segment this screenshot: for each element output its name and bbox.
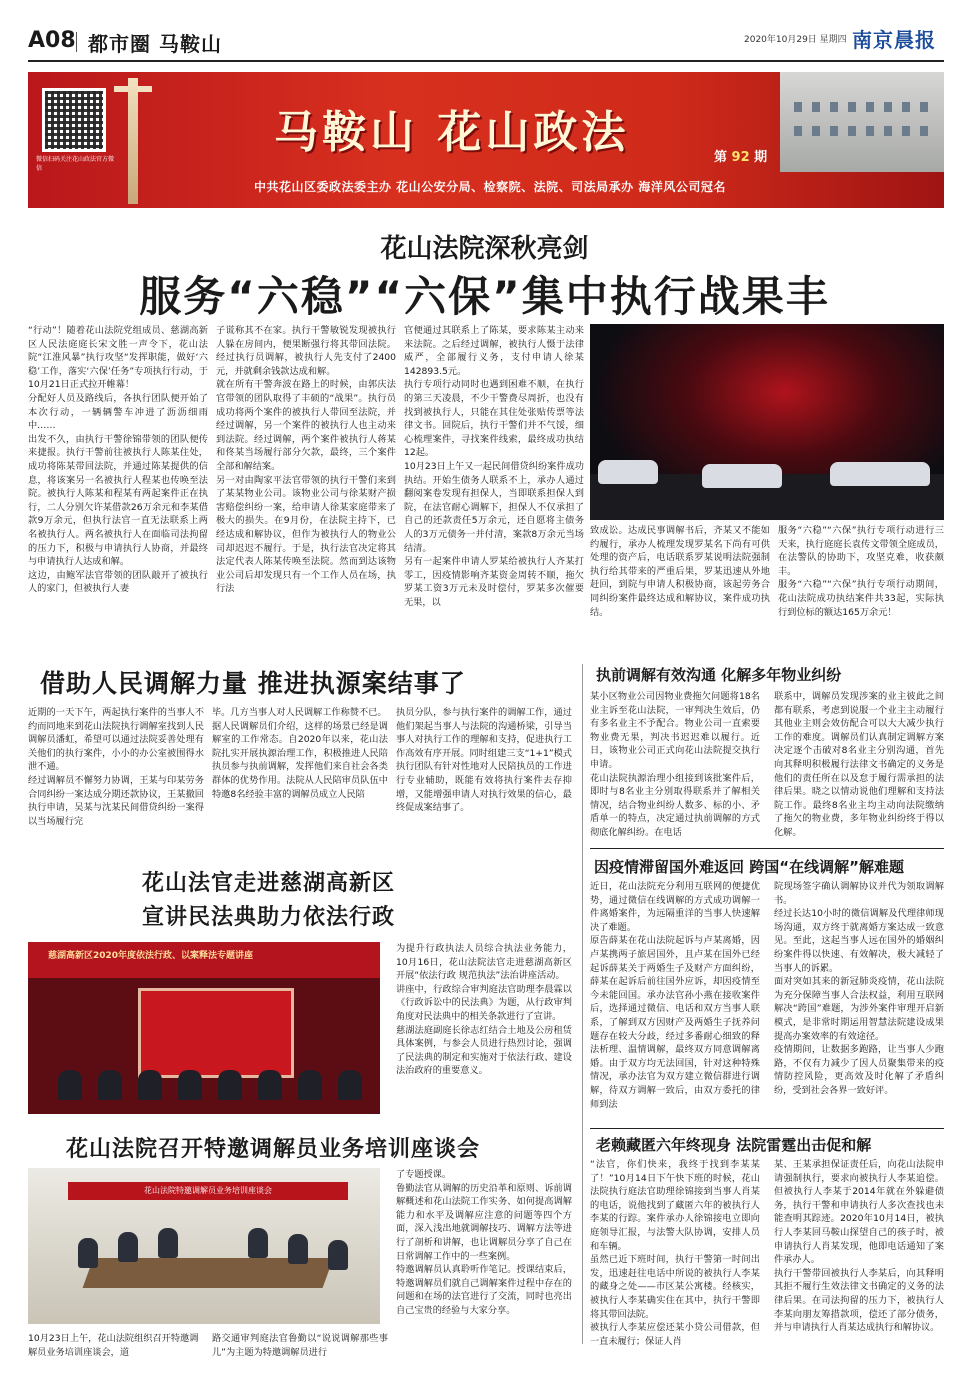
court-building-image: [780, 72, 944, 172]
header-divider: [76, 32, 77, 52]
property-column-2: 联系中，调解员发现涉案的业主彼此之间都有联系，考虑到说服一个业主主动履行其他业主则会效仿配合可以大大减少执行工作的难度。调解员们认真制定调解方案决定逐个击破对8名业主分别沟通，首先向其释明积极履行法律文书确定的义务是他们的责任所在以及怠于履行需承担的法律后果。晓之以情动说他们理解和支持法院工作。最终8名业主均主动向法院缴纳了拖欠的物业费，多年物业纠纷终于得以化解。: [774, 691, 944, 838]
training-column-2: 了专题授课。 鲁勤法官从调解的历史沿革和原则、诉前调解概述和花山法院工作实务、如何提高调解能力和水平及调解应注意的问题等四个方面，深入浅出地就调解技巧、调解方法等进行了剖析和讲解，也让调解员分享了自己在日常调解工作中的一些案例。 特邀调解员认真聆听作笔记。授课结束后，特邀调解员们就自己调解案件过程中存在的问题和在场的法官进行了交流，同时也亮出自己宝贵的经验与大家分享。: [396, 1169, 572, 1316]
training-photo: [28, 1168, 380, 1324]
mediation-column-2: 毕。几方当事人对人民调解工作称赞不已。 据人民调解员们介绍，这样的场景已经是调解室的工作常态。自2020年以来，花山法院扎实开展执源治理工作，积极推进人民陪执员参与执前调解，发挥他们来自社会各类群体的优势作用。法院从人民陪审员队伍中特邀8名经验丰富的调解员成立人民陪: [212, 707, 388, 800]
epidemic-column-2: 院现场签字确认调解协议并代为领取调解书。 经过长达10小时的微信调解及代理律师现场沟通，双方终于就离婚方案达成一致意见。至此，这起当事人远在国外的婚姻纠纷案件得以快速、有效解决，极大减轻了当事人的诉累。 面对突如其来的新冠肺炎疫情，花山法院为充分保障当事人合法权益，利用互联网解决“跨国”难题，为涉外案件审理开启新模式，是非常时期运用智慧法院建设成果提高办案效率的有效途径。 疫情期间，让数据多跑路，让当事人少跑路，不仅有力减少了因人员聚集带来的疫情防控风险，更高效及时化解了矛盾纠纷，受到社会各界一致好评。: [774, 881, 944, 1096]
section-rule: [590, 848, 944, 849]
lecture-photo-banner: 慈湖高新区2020年度依法行政、以案释法专题讲座: [48, 951, 254, 961]
issue-date: 2020年10月29日 星期四: [744, 35, 847, 45]
lead-column-3: 官便通过其联系上了陈某，要求陈某主动来来法院。之后经过调解，被执行人慑于法律威严，全部履行义务，支付申请人徐某142893.5元。 执行专项行动同时也遇到困难不顺，在执行的第三天凌晨，不少干警费尽周折，也没有找到被执行人，只能在其住处张贴传票等法律文书。回院后，执行干警们并不气馁，细心梳理案件，寻找案件线索，最终成功执结12起。 10月23日上午又一起民间借贷纠纷案件成功执结。开始生债务人联系不上，承办人通过翻阅案卷发现有担保人，当即联系担保人到院，在法官耐心调解下，担保人不仅承担了自己的还款责任5万余元，还自愿将主债务人的3万元债务一并付清，案款8万余元当场结清。 另有一起案件申请人罗某给被执行人齐某打零工，因疫情影响齐某资金周转不顺，拖欠罗某工资3万元未及时偿付，罗某多次催要无果，以: [404, 325, 584, 608]
issue-number: 第 92 期: [714, 150, 768, 165]
mediation-headline: 借助人民调解力量 推进执源案结事了: [40, 669, 466, 698]
column-banner: [28, 72, 944, 208]
lecture-headline-line2: 宣讲民法典助力依法行政: [142, 905, 396, 930]
newspaper-logo: 南京晨报: [852, 28, 936, 52]
section-name: 都市圈 马鞍山: [88, 32, 222, 56]
lecture-body: 为提升行政执法人员综合执法业务能力，10月16日，花山法院法官走进慈湖高新区开展“依法行政 规范执法”法治讲座活动。 讲座中，行政综合审判庭法官助理李晨霖以《行政诉讼中的民法典》为题，从行政审判角度对民法典中的相关条款进行了宣讲。 慈湖法庭副庭长徐志红结合土地及公房租赁具体案例，与参会人员进行热烈讨论，强调了民法典的制定和实施对于依法行政、建设法治政府的重要意义。: [396, 943, 572, 1077]
training-column-1: 路交通审判庭法官鲁勤以“说说调解那些事儿”为主题为特邀调解员进行: [212, 1333, 388, 1358]
sixyears-headline: 老赖藏匿六年终现身 法院雷霆出击促和解: [596, 1136, 872, 1154]
mediation-column-3: 执员分队，参与执行案件的调解工作，通过他们架起当事人与法院的沟通桥梁，引导当事人对执行工作的理解和支持，促进执行工作高效有序开展。同时组建三支“1+1”模式执行团队有针对性地对人民陪执员的工作进行专业辅助，既能有效将执行案件去存抑增，又能增强申请人对执行效果的信心，最终促成案结事了。: [396, 707, 572, 814]
section-rule: [590, 1128, 944, 1129]
column-divider: [582, 664, 583, 1344]
lead-column-2: 子谎称其不在家。执行干警敏锐发现被执行人躲在房间内，便果断强行将其带回法院。经过执行员调解，被执行人先支付了2400元，并就剩余钱款达成和解。 就在所有干警奔波在路上的时候，由郭庆法官带领的团队取得了丰硕的“战果”。执行员成功将两个案件的被执行人带回至法院，并经过调解，另一个案件的被执行人也主动来到法院。经过调解，两个案件被执行人蒋某和佟某当场履行部分欠款，最终，三个案件全部和解结案。 另一对由陶家平法官带领的执行干警们来到了某某物业公司。该物业公司与徐某财产损害赔偿纠纷一案，给申请人徐某家庭带来了极大的损失。在9月份，在法院主持下，已经达成和解协议，但作为被执行人的物业公司却迟迟不履行。于是，执行法官决定将其法定代表人陈某传唤至法院。然而到达该物业公司后却发现只有一个工作人员在场，执行法: [216, 325, 396, 595]
page-number: A08: [28, 28, 76, 53]
mediation-column-1: 近期的一天下午，两起执行案件的当事人不约而同地来到花山法院执行调解室找到人民调解员潘虹，希望可以通过法院妥善处理有关他们的执行案件，小小的办公室被围得水泄不通。 经过调解员不懈努力协调，王某与印某劳务合同纠纷一案达成分期还款协议，王某撤回执行申请，吴某与沈某民间借贷纠纷一案得以当场履行完: [28, 707, 204, 827]
night-operation-photo: [590, 324, 944, 520]
lead-headline: 服务“六稳”“六保”集中执行战果丰: [139, 272, 830, 321]
property-headline: 执前调解有效沟通 化解多年物业纠纷: [596, 666, 842, 684]
sixyears-column-2: 某、王某承担保证责任后，向花山法院申请强制执行，要求向被执行人李某追偿。但被执行人李某于2014年就在外躲避债务，执行干警和申请执行人多次查找也未能查明其踪迹。2020年10月14日，被执行人李某回马鞍山探望自己的孩子时，被申请执行人肖某发现，他即电话通知了案件承办人。 执行干警带回被执行人李某后，向其释明其拒不履行生效法律文书确定的义务的法律后果。在司法拘留的压力下，被执行人李某向朋友筹措款项，偿还了部分债务，并与申请执行人肖某达成执行和解协议。: [774, 1159, 944, 1334]
sixyears-column-1: “法官，你们快来，我终于找到李某某了！”10月14日下午快下班的时候，花山法院执行庭法官助理徐锦接到当事人肖某的电话，说他找到了藏匿六年的被执行人李某的行踪。案件承办人徐锦接电立即向庭领导汇报，与法警大队协调，安排人员和车辆。 虽然已近下班时间，执行干警第一时间出发，迅速赶往电话中所说的被执行人李某的藏身之处——市区某公寓楼。经核实，被执行人李某确实住在其中，执行干警即将其带回法院。 被执行人李某应偿还某小贷公司借款，但一直未履行；保证人肖: [590, 1159, 760, 1347]
lead-column-4: 致成讼。达成民事调解书后，齐某又不能如约履行，承办人梳理发现罗某名下尚有可供处理的资产后，电话联系罗某说明法院强制执行给其带来的严重后果，罗某迅速从外地赶回，到院与申请人积极协商，该起劳务合同纠纷案件最终达成和解协议，案件成功执结。: [590, 525, 770, 618]
epidemic-column-1: 近日，花山法院充分利用互联网的便捷优势，通过微信在线调解的方式成功调解一件离婚案件，为远隔重洋的当事人快速解决了难题。 原告薛某在花山法院起诉与卢某离婚，因卢某携两子旅居国外，且卢某在国外已经起诉薛某关于两婚生子及财产方面纠纷，薛某在起诉后前往国外应诉，却因疫情至今未能回国。承办法官孙小燕在接收案件后，选择通过微信、电话和双方当事人联系，了解到双方因财产及两婚生子抚养问题存在较大分歧，经过多番耐心细致的释法析理、温情调解，最终双方同意调解离婚。由于双方均无法回国，针对这种特殊情况，承办法官为双方建立微信群进行调解，待双方调解一致后，由双方委托的律师到法: [590, 881, 760, 1110]
lead-subtitle: 花山法院深秋亮剑: [380, 234, 589, 264]
epidemic-headline: 因疫情滞留国外难返回 跨国“在线调解”解难题: [594, 858, 904, 876]
qr-caption: 微信扫码关注花山政法官方微信: [36, 156, 115, 172]
banner-title: 马鞍山 花山政法: [274, 107, 630, 158]
lead-column-5: 服务“六稳”“六保”执行专项行动进行三天来，执行庭庭长袁传文带领全庭成员，在法警队的协助下，攻坚克难，收获颇丰。 服务“六稳”“六保”执行专项行动期间，花山法院成功执结案件共33起，实际执行到位标的额达165万余元！: [778, 525, 944, 618]
lecture-headline-line1: 花山法官走进慈湖高新区: [142, 871, 396, 896]
header-rule: [28, 60, 944, 62]
training-caption: 10月23日上午，花山法院组织召开特邀调解员业务培训座谈会，道: [28, 1333, 199, 1358]
lecture-photo: [28, 942, 380, 1114]
sponsor-line: 中共花山区委政法委主办 花山公安分局、检察院、法院、司法局承办 海洋风公司冠名: [254, 180, 726, 194]
property-column-1: 某小区物业公司因物业费拖欠问题将18名业主诉至花山法院，一审判决生效后，仍有多名业主不予配合。物业公司一直索要物业费无果，判决书迟迟难以履行。近日，该物业公司正式向花山法院提交执行申请。 花山法院执源治理小组接到该批案件后，即时与8名业主分别取得联系并了解相关情况，结合物业纠纷人数多、标的小、矛盾单一的特点，决定通过执前调解的方式彻底化解纠纷。在电话: [590, 691, 760, 838]
training-headline: 花山法院召开特邀调解员业务培训座谈会: [66, 1137, 481, 1162]
qr-code-icon: [42, 88, 106, 152]
lead-column-1: “行动”！随着花山法院党组成员、慈湖高新区人民法庭庭长宋文胜一声令下，花山法院“江淮风暴”执行攻坚“发挥职能，做好‘六稳’工作，落实‘六保’任务”专项执行行动，于10月21日正式拉开帷幕！ 分配好人员及路线后，各执行团队便开始了本次行动，一辆辆警车冲进了沥沥细雨中…… 出发不久，由执行干警徐锦带领的团队便传来捷报。执行干警前往被执行人陈某住处，成功将陈某带回法院，并通过陈某提供的信息，将该案另一名被执行人程某也传唤至法院。被执行人陈某和程某有两起案件正在执行，二人分别欠许某借款26万余元和李某借款9万余元，但执行法官一直无法联系上两名被执行人。两名被执行人在面临司法拘留的压力下，积极与申请执行人协商，并最终与申请执行人达成和解。 这边，由鲍军法官带领的团队敲开了被执行人的家门，但被执行人妻: [28, 325, 208, 595]
pillar-decoration: [128, 78, 138, 204]
training-photo-banner: 花山法院特邀调解员业务培训座谈会: [68, 1182, 348, 1200]
